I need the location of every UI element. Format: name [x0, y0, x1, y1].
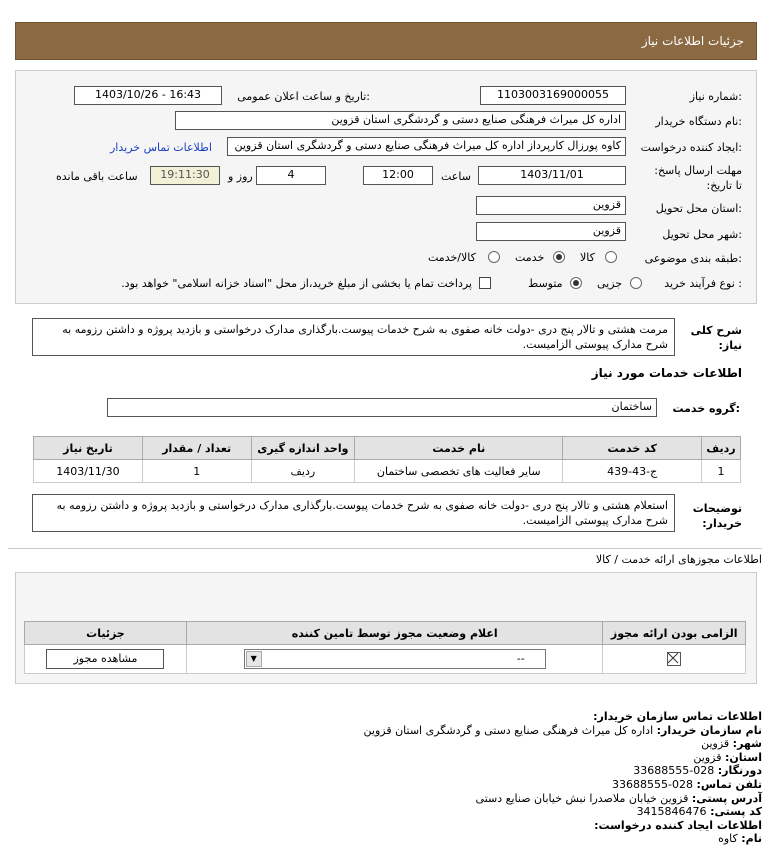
process-label: نوع فرآیند خرید :: [664, 277, 742, 290]
fax-value: 028-33688555: [633, 764, 715, 778]
org-label: نام سازمان خریدار:: [656, 723, 762, 737]
province-label: استان محل تحویل:: [655, 202, 742, 215]
postal-value: 3415846476: [636, 805, 707, 819]
phone-label: تلفن تماس:: [696, 777, 762, 791]
announce-label: تاریخ و ساعت اعلان عمومی:: [237, 90, 370, 103]
deadline-date-field: 1403/11/01: [478, 166, 626, 185]
col-row: ردیف: [702, 437, 741, 460]
contact-title: اطلاعات تماس سازمان خریدار:: [593, 710, 762, 723]
cell-permit-required: [603, 645, 746, 674]
services-table: [33, 436, 741, 483]
requester-field: کاوه پورزال کارپرداز اداره کل میراث فرهنگی صنایع دستی و گردشگری استان قزوین: [227, 137, 626, 156]
need-number-field: 1103003169000055: [480, 86, 626, 105]
phone-value: 028-33688555: [612, 777, 694, 791]
permit-status-select[interactable]: [244, 649, 546, 669]
view-permit-button[interactable]: مشاهده مجوز: [46, 649, 164, 669]
permit-status-value: --: [516, 652, 525, 665]
buyer-notes-label: توضیحات خریدار:: [692, 502, 742, 530]
col-service-name: نام خدمت: [355, 437, 563, 460]
category-service-label: خدمت: [515, 251, 545, 264]
table-row: [25, 645, 746, 674]
fax-label: دورنگار:: [717, 764, 762, 778]
page-header: [15, 22, 757, 60]
page-title: جزئیات اطلاعات نیاز: [641, 34, 744, 48]
buyer-label: نام دستگاه خریدار:: [655, 115, 742, 128]
col-unit: واحد اندازه گیری: [251, 437, 355, 460]
table-row: [34, 460, 741, 483]
check-cross-icon: [667, 652, 679, 664]
col-permit-status: اعلام وضعیت مجوز توسط تامین کننده: [186, 622, 603, 645]
creator-name-label: نام:: [741, 832, 762, 846]
payment-text: پرداخت تمام یا بخشی از مبلغ خرید،از محل "اسناد خزانه اسلامی" خواهد بود.: [121, 277, 472, 290]
requester-label: ایجاد کننده درخواست:: [640, 141, 742, 154]
days-label: روز و: [228, 170, 253, 183]
chevron-down-icon[interactable]: ▼: [246, 651, 262, 667]
cell-need-date: 1403/11/30: [34, 460, 143, 483]
process-partial-label: جزیی: [597, 277, 623, 290]
contact-city-value: قزوین: [701, 737, 730, 751]
col-need-date: تاریخ نیاز: [34, 437, 143, 460]
deadline-label: مهلت ارسال پاسخ: تا تاریخ:: [654, 164, 742, 192]
col-permit-required: الزامی بودن ارائه مجوز: [603, 622, 746, 645]
divider: [8, 548, 762, 549]
buyer-field: اداره کل میراث فرهنگی صنایع دستی و گردشگری استان قزوین: [175, 111, 626, 130]
address-value: قزوین خیابان ملاصدرا نبش خیابان صنایع دستی: [475, 791, 689, 805]
process-partial-radio[interactable]: [630, 277, 642, 289]
details-panel: [15, 70, 757, 304]
cell-unit: ردیف: [251, 460, 355, 483]
time-label: ساعت: [441, 170, 471, 183]
province-field: قزوین: [476, 196, 626, 215]
postal-label: کد پستی:: [710, 805, 762, 819]
process-medium-label: متوسط: [528, 277, 563, 290]
service-group-field: ساختمان: [107, 398, 657, 417]
city-label: شهر محل تحویل:: [662, 228, 742, 241]
col-quantity: تعداد / مقدار: [142, 437, 251, 460]
category-goods-label: کالا: [580, 251, 595, 264]
contact-province-value: قزوین: [693, 750, 722, 764]
creator-name-value: کاوه: [718, 832, 738, 846]
cell-quantity: 1: [142, 460, 251, 483]
permit-required-checkbox: [667, 652, 681, 666]
category-service-radio[interactable]: [553, 251, 565, 263]
contact-info: [22, 710, 762, 846]
category-both-radio[interactable]: [488, 251, 500, 263]
category-both-label: کالا/خدمت: [428, 251, 476, 264]
category-goods-radio[interactable]: [605, 251, 617, 263]
payment-checkbox[interactable]: [479, 277, 491, 289]
contact-city-label: شهر:: [732, 737, 762, 751]
cell-permit-status: [186, 645, 603, 674]
cell-row: 1: [702, 460, 741, 483]
cell-service-name: سایر فعالیت های تخصصی ساختمان: [355, 460, 563, 483]
permits-title: اطلاعات مجوزهای ارائه خدمت / کالا: [595, 553, 762, 566]
category-label: طبقه بندی موضوعی:: [644, 252, 742, 265]
creator-title: اطلاعات ایجاد کننده درخواست:: [594, 818, 762, 832]
permits-table: [24, 621, 746, 674]
announce-field: 1403/10/26 - 16:43: [74, 86, 222, 105]
address-label: آدرس پستی:: [691, 791, 762, 805]
need-number-label: شماره نیاز:: [689, 90, 742, 103]
days-field: 4: [256, 166, 326, 185]
remaining-label: ساعت باقی مانده: [56, 170, 138, 183]
city-field: قزوین: [476, 222, 626, 241]
cell-service-code: ج-43-439: [563, 460, 702, 483]
process-medium-radio[interactable]: [570, 277, 582, 289]
org-value: اداره کل میراث فرهنگی صنایع دستی و گردشگری استان قزوین: [363, 723, 654, 737]
contact-province-label: استان:: [725, 750, 762, 764]
services-section-title: اطلاعات خدمات مورد نیاز: [591, 366, 742, 380]
buyer-notes-box: استعلام هشتی و تالار پنج دری -دولت خانه صفوی به شرح خدمات پیوست.بارگذاری مدارک درخواستی و بازدید پروژه و داشتن رزومه به شرح مدارک پیوستی الزامیست.: [32, 494, 675, 532]
service-group-label: گروه خدمت:: [672, 402, 740, 415]
deadline-time-field: 12:00: [363, 166, 433, 185]
col-permit-details: جزئیات: [25, 622, 187, 645]
contact-buyer-link[interactable]: اطلاعات تماس خریدار: [110, 141, 212, 154]
remaining-time-field: 19:11:30: [150, 166, 220, 185]
col-service-code: کد خدمت: [563, 437, 702, 460]
summary-label: شرح کلی نیاز:: [690, 324, 742, 352]
summary-box: مرمت هشتی و تالار پنج دری -دولت خانه صفوی به شرح خدمات پیوست.بارگذاری مدارک درخواستی و بازدید پروژه و داشتن رزومه به شرح مدارک پیوستی الزامیست.: [32, 318, 675, 356]
cell-permit-details: [25, 645, 187, 674]
